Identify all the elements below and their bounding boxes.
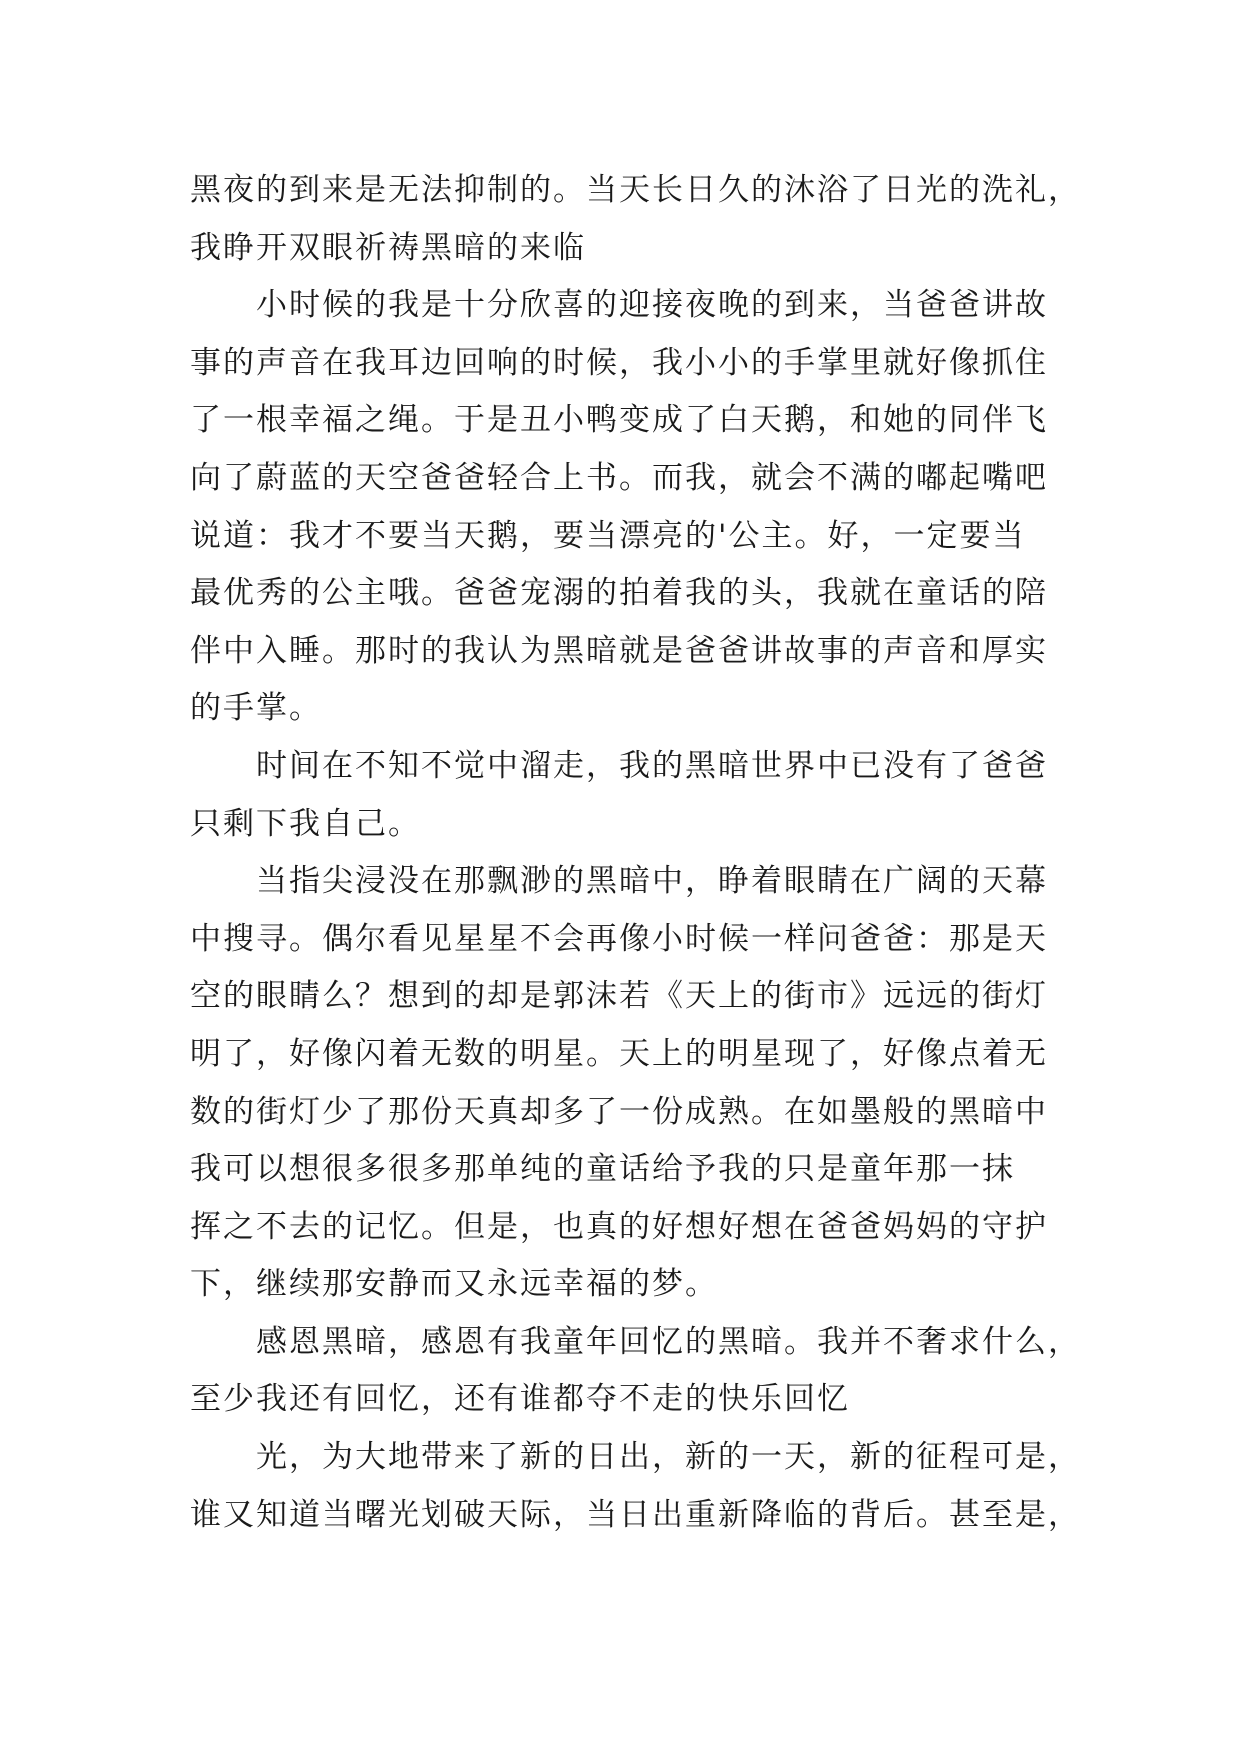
text-line: 说道：我才不要当天鹅，要当漂亮的'公主。好，一定要当 bbox=[190, 517, 1026, 554]
text-line: 我可以想很多很多那单纯的童话给予我的只是童年那一抹 bbox=[190, 1151, 1015, 1188]
text-line: 伴中入睡。那时的我认为黑暗就是爸爸讲故事的声音和厚实 bbox=[190, 632, 1048, 669]
text-line: 空的眼睛么？想到的却是郭沫若《天上的街市》远远的街灯 bbox=[190, 978, 1048, 1015]
text-line: 最优秀的公主哦。爸爸宠溺的拍着我的头，我就在童话的陪 bbox=[190, 575, 1048, 612]
text-line: 中搜寻。偶尔看见星星不会再像小时候一样问爸爸：那是天 bbox=[190, 920, 1048, 957]
text-line: 的手掌。 bbox=[190, 690, 322, 727]
paragraph-first-line: 当指尖浸没在那飘渺的黑暗中，睁着眼睛在广阔的天幕 bbox=[256, 863, 1048, 900]
text-line: 了一根幸福之绳。于是丑小鸭变成了白天鹅，和她的同伴飞 bbox=[190, 402, 1048, 439]
text-line: 黑夜的到来是无法抑制的。当天长日久的沐浴了日光的洗礼， bbox=[190, 172, 1081, 208]
paragraph-first-line: 光，为大地带来了新的日出，新的一天，新的征程可是， bbox=[256, 1439, 1081, 1476]
text-line: 谁又知道当曙光划破天际，当日出重新降临的背后。甚至是， bbox=[190, 1496, 1081, 1533]
text-line: 我睁开双眼祈祷黑暗的来临 bbox=[190, 229, 586, 266]
paragraph-first-line: 感恩黑暗，感恩有我童年回忆的黑暗。我并不奢求什么， bbox=[256, 1323, 1081, 1360]
text-line: 明了，好像闪着无数的明星。天上的明星现了，好像点着无 bbox=[190, 1035, 1048, 1072]
paragraph-first-line: 时间在不知不觉中溜走，我的黑暗世界中已没有了爸爸 bbox=[256, 747, 1048, 784]
text-line: 数的街灯少了那份天真却多了一份成熟。在如墨般的黑暗中 bbox=[190, 1093, 1048, 1130]
paragraph-first-line: 小时候的我是十分欣喜的迎接夜晚的到来，当爸爸讲故 bbox=[256, 287, 1048, 324]
text-line: 事的声音在我耳边回响的时候，我小小的手掌里就好像抓住 bbox=[190, 344, 1048, 381]
text-line: 下，继续那安静而又永远幸福的梦。 bbox=[190, 1266, 718, 1303]
document-body bbox=[190, 162, 1081, 1544]
text-line: 向了蔚蓝的天空爸爸轻合上书。而我，就会不满的嘟起嘴吧 bbox=[190, 459, 1048, 496]
text-line: 至少我还有回忆，还有谁都夺不走的快乐回忆 bbox=[190, 1381, 850, 1418]
text-line: 挥之不去的记忆。但是，也真的好想好想在爸爸妈妈的守护 bbox=[190, 1208, 1048, 1245]
text-line: 只剩下我自己。 bbox=[190, 805, 421, 842]
